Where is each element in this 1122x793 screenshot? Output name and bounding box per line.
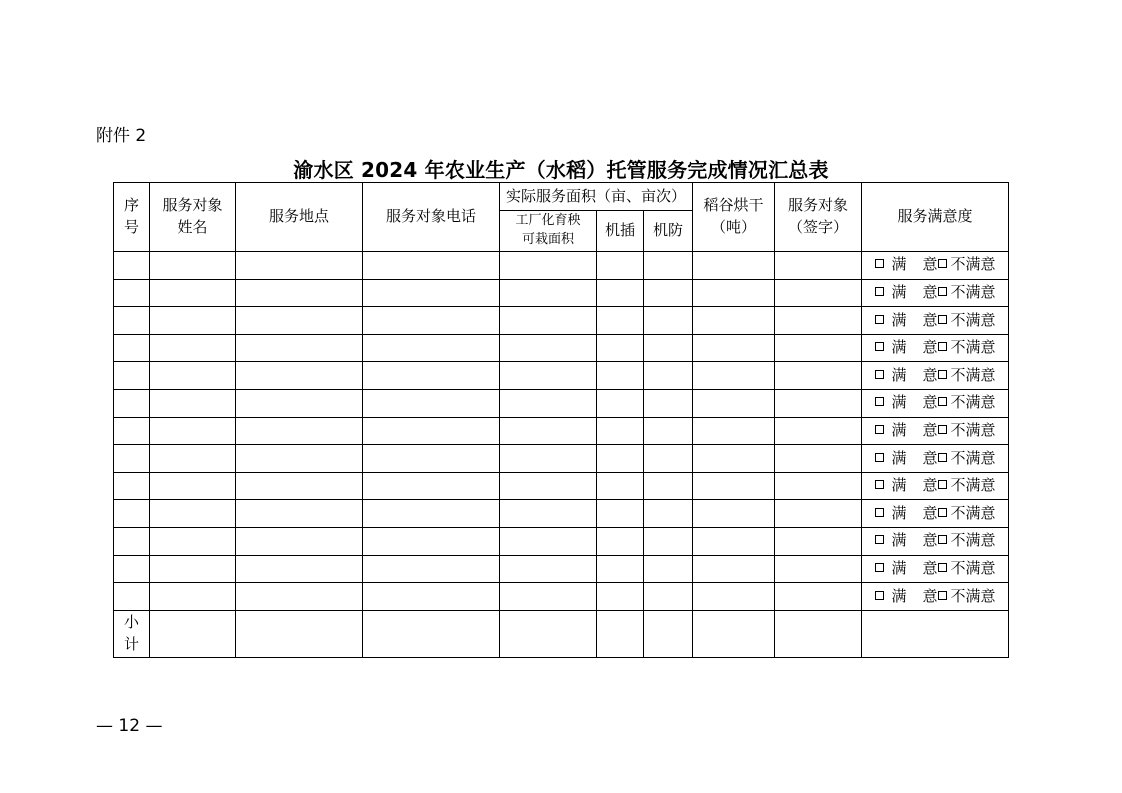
satisfied-checkbox[interactable] (875, 425, 884, 434)
header-satisfaction: 服务满意度 (862, 183, 1009, 252)
table-cell[interactable] (644, 334, 693, 362)
dissatisfied-label: 不满意 (950, 558, 996, 577)
table-cell[interactable] (775, 472, 862, 500)
satisfaction-cell (862, 307, 1009, 335)
dissatisfied-checkbox[interactable] (938, 342, 947, 351)
satisfaction-cell (862, 362, 1009, 390)
subtotal-cell[interactable] (150, 610, 236, 657)
table-cell[interactable] (597, 252, 644, 280)
table-cell[interactable] (114, 500, 150, 528)
table-cell[interactable] (693, 555, 775, 583)
satisfaction-cell (862, 389, 1009, 417)
dissatisfied-label: 不满意 (950, 255, 996, 274)
table-cell[interactable] (644, 362, 693, 390)
subtotal-cell[interactable] (775, 610, 862, 657)
satisfied-label-1: 满 (891, 283, 907, 302)
table-row (114, 527, 1009, 555)
satisfied-label-1: 满 (891, 393, 907, 412)
satisfied-label-1: 满 (891, 503, 907, 522)
table-cell[interactable] (500, 279, 597, 307)
table-cell[interactable] (775, 252, 862, 280)
table-cell[interactable] (150, 252, 236, 280)
dissatisfied-checkbox[interactable] (938, 453, 947, 462)
table-cell[interactable] (500, 500, 597, 528)
table-cell[interactable] (236, 417, 363, 445)
dissatisfied-checkbox[interactable] (938, 259, 947, 268)
summary-table (113, 182, 1009, 658)
table-cell[interactable] (236, 334, 363, 362)
satisfaction-cell (862, 472, 1009, 500)
header-grain-drying: 稻谷烘干 （吨） (693, 183, 775, 252)
table-cell[interactable] (236, 472, 363, 500)
satisfied-label-1: 满 (891, 310, 907, 329)
dissatisfied-checkbox[interactable] (938, 287, 947, 296)
satisfied-label-1: 满 (891, 531, 907, 550)
table-cell[interactable] (114, 417, 150, 445)
header-factory-seedling: 工厂化育秧 可栽面积 (500, 211, 597, 252)
table-cell[interactable] (500, 362, 597, 390)
table-cell[interactable] (363, 279, 500, 307)
dissatisfied-label: 不满意 (950, 310, 996, 329)
table-cell[interactable] (150, 279, 236, 307)
table-cell[interactable] (693, 445, 775, 473)
satisfied-checkbox[interactable] (875, 508, 884, 517)
satisfied-label-2: 意 (922, 365, 938, 384)
subtotal-cell[interactable] (500, 610, 597, 657)
table-cell[interactable] (693, 279, 775, 307)
dissatisfied-label: 不满意 (950, 531, 996, 550)
table-cell[interactable] (693, 334, 775, 362)
table-cell[interactable] (500, 252, 597, 280)
table-cell[interactable] (363, 583, 500, 611)
satisfied-label-2: 意 (922, 503, 938, 522)
table-cell[interactable] (114, 583, 150, 611)
header-machine-prevention: 机防 (644, 211, 693, 252)
table-cell[interactable] (693, 362, 775, 390)
table-cell[interactable] (693, 252, 775, 280)
attachment-label: 附件 2 (96, 126, 147, 146)
table-cell[interactable] (597, 307, 644, 335)
satisfied-checkbox[interactable] (875, 342, 884, 351)
dissatisfied-label: 不满意 (950, 338, 996, 357)
table-cell[interactable] (114, 307, 150, 335)
table-cell[interactable] (597, 417, 644, 445)
table-cell[interactable] (150, 583, 236, 611)
table-cell[interactable] (693, 307, 775, 335)
table-cell[interactable] (693, 527, 775, 555)
table-cell[interactable] (500, 555, 597, 583)
table-cell[interactable] (644, 472, 693, 500)
page-title: 渝水区 2024 年农业生产（水稻）托管服务完成情况汇总表 (293, 158, 829, 182)
table-row (114, 334, 1009, 362)
satisfaction-cell (862, 445, 1009, 473)
header-actual-area: 实际服务面积（亩、亩次） (500, 183, 693, 211)
table-cell[interactable] (775, 279, 862, 307)
satisfied-label-1: 满 (891, 338, 907, 357)
table-cell[interactable] (500, 389, 597, 417)
table-cell[interactable] (597, 389, 644, 417)
header-service-target-name: 服务对象 姓名 (150, 183, 236, 252)
table-cell[interactable] (775, 417, 862, 445)
satisfied-label-1: 满 (891, 448, 907, 467)
table-cell[interactable] (150, 472, 236, 500)
satisfaction-cell (862, 500, 1009, 528)
satisfied-label-2: 意 (922, 283, 938, 302)
table-row (114, 307, 1009, 335)
dissatisfied-checkbox[interactable] (938, 370, 947, 379)
table-cell[interactable] (150, 362, 236, 390)
dissatisfied-checkbox[interactable] (938, 563, 947, 572)
table-cell[interactable] (775, 500, 862, 528)
table-cell[interactable] (644, 500, 693, 528)
satisfaction-cell (862, 555, 1009, 583)
table-cell[interactable] (597, 472, 644, 500)
table-cell[interactable] (236, 500, 363, 528)
table-cell[interactable] (150, 527, 236, 555)
header-service-location: 服务地点 (236, 183, 363, 252)
table-cell[interactable] (150, 389, 236, 417)
subtotal-cell[interactable] (693, 610, 775, 657)
table-cell[interactable] (693, 583, 775, 611)
table-cell[interactable] (644, 583, 693, 611)
table-cell[interactable] (597, 500, 644, 528)
table-cell[interactable] (597, 334, 644, 362)
table-row (114, 252, 1009, 280)
table-cell[interactable] (114, 445, 150, 473)
dissatisfied-checkbox[interactable] (938, 397, 947, 406)
table-cell[interactable] (775, 445, 862, 473)
satisfied-label-2: 意 (922, 420, 938, 439)
table-cell[interactable] (363, 555, 500, 583)
dissatisfied-label: 不满意 (950, 393, 996, 412)
table-row (114, 445, 1009, 473)
table-cell[interactable] (236, 583, 363, 611)
table-row (114, 389, 1009, 417)
table-cell[interactable] (363, 417, 500, 445)
table-cell[interactable] (500, 472, 597, 500)
table-row (114, 279, 1009, 307)
table-cell[interactable] (363, 527, 500, 555)
table-cell[interactable] (363, 334, 500, 362)
table-cell[interactable] (644, 389, 693, 417)
table-cell[interactable] (363, 389, 500, 417)
table-cell[interactable] (114, 252, 150, 280)
table-cell[interactable] (150, 555, 236, 583)
satisfied-label-1: 满 (891, 586, 907, 605)
table-cell[interactable] (500, 334, 597, 362)
table-cell[interactable] (114, 389, 150, 417)
table-row (114, 500, 1009, 528)
table-cell[interactable] (114, 527, 150, 555)
table-cell[interactable] (500, 583, 597, 611)
satisfied-checkbox[interactable] (875, 480, 884, 489)
dissatisfied-checkbox[interactable] (938, 480, 947, 489)
table-cell[interactable] (114, 334, 150, 362)
satisfied-label-1: 满 (891, 365, 907, 384)
table-cell[interactable] (236, 279, 363, 307)
table-cell[interactable] (775, 362, 862, 390)
subtotal-row (114, 610, 1009, 657)
table-cell[interactable] (500, 417, 597, 445)
table-row (114, 583, 1009, 611)
satisfied-checkbox[interactable] (875, 397, 884, 406)
table-cell[interactable] (597, 362, 644, 390)
table-cell[interactable] (644, 555, 693, 583)
table-cell[interactable] (236, 445, 363, 473)
satisfaction-cell (862, 252, 1009, 280)
table-cell[interactable] (597, 555, 644, 583)
satisfied-label-1: 满 (891, 476, 907, 495)
subtotal-cell[interactable] (597, 610, 644, 657)
table-cell[interactable] (693, 500, 775, 528)
dissatisfied-checkbox[interactable] (938, 315, 947, 324)
table-cell[interactable] (363, 500, 500, 528)
table-cell[interactable] (500, 527, 597, 555)
table-cell[interactable] (693, 417, 775, 445)
satisfied-label-2: 意 (922, 393, 938, 412)
table-cell[interactable] (644, 252, 693, 280)
satisfied-label-2: 意 (922, 476, 938, 495)
satisfied-label-1: 满 (891, 558, 907, 577)
dissatisfied-label: 不满意 (950, 365, 996, 384)
satisfied-label-1: 满 (891, 420, 907, 439)
dissatisfied-label: 不满意 (950, 448, 996, 467)
table-cell[interactable] (644, 527, 693, 555)
satisfied-label-2: 意 (922, 448, 938, 467)
header-machine-transplant: 机插 (597, 211, 644, 252)
table-row (114, 472, 1009, 500)
table-cell[interactable] (236, 555, 363, 583)
satisfied-checkbox[interactable] (875, 370, 884, 379)
satisfaction-cell (862, 527, 1009, 555)
subtotal-label: 小 计 (114, 610, 150, 657)
table-cell[interactable] (597, 527, 644, 555)
table-row (114, 417, 1009, 445)
table-cell[interactable] (150, 500, 236, 528)
satisfied-checkbox[interactable] (875, 453, 884, 462)
table-cell[interactable] (150, 334, 236, 362)
satisfied-label-2: 意 (922, 310, 938, 329)
subtotal-cell[interactable] (644, 610, 693, 657)
satisfaction-cell (862, 417, 1009, 445)
table-cell[interactable] (236, 527, 363, 555)
table-cell[interactable] (114, 279, 150, 307)
dissatisfied-label: 不满意 (950, 503, 996, 522)
table-cell[interactable] (114, 472, 150, 500)
dissatisfied-label: 不满意 (950, 476, 996, 495)
satisfied-label-2: 意 (922, 255, 938, 274)
table-cell[interactable] (500, 445, 597, 473)
satisfied-label-2: 意 (922, 531, 938, 550)
dissatisfied-checkbox[interactable] (938, 425, 947, 434)
table-cell[interactable] (363, 307, 500, 335)
dissatisfied-checkbox[interactable] (938, 535, 947, 544)
satisfied-label-2: 意 (922, 338, 938, 357)
table-cell[interactable] (150, 307, 236, 335)
table-cell[interactable] (775, 583, 862, 611)
table-row (114, 362, 1009, 390)
dissatisfied-label: 不满意 (950, 586, 996, 605)
table-cell[interactable] (236, 307, 363, 335)
satisfied-checkbox[interactable] (875, 563, 884, 572)
table-cell[interactable] (775, 555, 862, 583)
satisfied-label-1: 满 (891, 255, 907, 274)
table-cell[interactable] (775, 389, 862, 417)
subtotal-cell[interactable] (236, 610, 363, 657)
table-cell[interactable] (236, 389, 363, 417)
satisfied-label-2: 意 (922, 586, 938, 605)
table-cell[interactable] (644, 417, 693, 445)
header-service-target-phone: 服务对象电话 (363, 183, 500, 252)
page-number: — 12 — (96, 716, 163, 736)
table-cell[interactable] (597, 445, 644, 473)
table-cell[interactable] (775, 334, 862, 362)
satisfied-checkbox[interactable] (875, 259, 884, 268)
table-cell[interactable] (150, 445, 236, 473)
table-cell[interactable] (775, 527, 862, 555)
table-cell[interactable] (597, 583, 644, 611)
table-cell[interactable] (114, 362, 150, 390)
table-cell[interactable] (644, 445, 693, 473)
table-cell[interactable] (775, 307, 862, 335)
satisfied-checkbox[interactable] (875, 287, 884, 296)
dissatisfied-label: 不满意 (950, 420, 996, 439)
dissatisfied-checkbox[interactable] (938, 591, 947, 600)
table-cell[interactable] (150, 417, 236, 445)
satisfied-checkbox[interactable] (875, 535, 884, 544)
table-cell[interactable] (644, 307, 693, 335)
table-cell[interactable] (644, 279, 693, 307)
satisfied-checkbox[interactable] (875, 591, 884, 600)
table-cell[interactable] (236, 362, 363, 390)
table-cell[interactable] (693, 389, 775, 417)
table-cell[interactable] (236, 252, 363, 280)
subtotal-cell[interactable] (363, 610, 500, 657)
table-cell[interactable] (363, 472, 500, 500)
satisfied-label-2: 意 (922, 558, 938, 577)
table-cell[interactable] (693, 472, 775, 500)
table-cell[interactable] (363, 445, 500, 473)
subtotal-cell[interactable] (862, 610, 1009, 657)
header-service-target-sign: 服务对象 （签字） (775, 183, 862, 252)
table-cell[interactable] (363, 252, 500, 280)
satisfaction-cell (862, 279, 1009, 307)
table-row (114, 555, 1009, 583)
header-seq: 序 号 (114, 183, 150, 252)
satisfaction-cell (862, 583, 1009, 611)
satisfaction-cell (862, 334, 1009, 362)
table-cell[interactable] (597, 279, 644, 307)
dissatisfied-label: 不满意 (950, 283, 996, 302)
satisfied-checkbox[interactable] (875, 315, 884, 324)
table-cell[interactable] (114, 555, 150, 583)
table-cell[interactable] (500, 307, 597, 335)
dissatisfied-checkbox[interactable] (938, 508, 947, 517)
table-cell[interactable] (363, 362, 500, 390)
